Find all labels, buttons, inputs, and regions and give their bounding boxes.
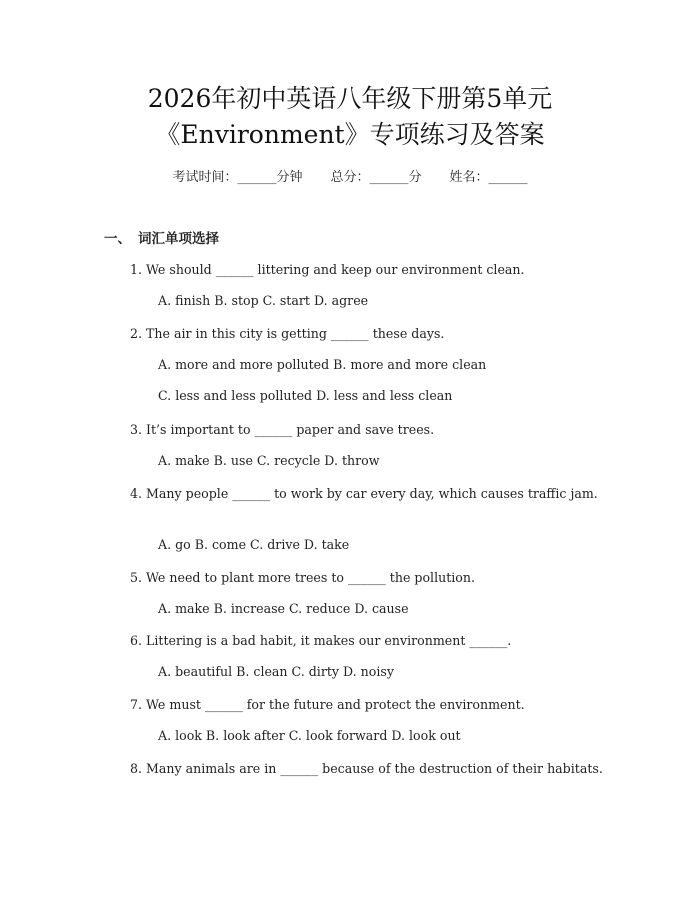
exam-info <box>0 168 700 188</box>
question-6: 6. Littering is a bad habit, it makes our environment ______. <box>130 633 512 648</box>
question-1: 1. We should ______ littering and keep our environment clean. <box>130 262 525 277</box>
question-5: 5. We need to plant more trees to ______ the pollution. <box>130 570 475 585</box>
section-number: 一、 <box>104 231 131 247</box>
question-3-options: A. make B. use C. recycle D. throw <box>158 453 380 468</box>
question-3: 3. It’s important to ______ paper and save trees. <box>130 422 435 437</box>
exam-time: 考试时间：______分钟 <box>172 170 303 185</box>
question-7-options: A. look B. look after C. look forward D. look out <box>158 728 461 743</box>
section-title: 词汇单项选择 <box>138 231 219 247</box>
question-1-options: A. finish B. stop C. start D. agree <box>158 293 369 308</box>
document-title-line2: 《Environment》专项练习及答案 <box>155 120 545 149</box>
question-5-options: A. make B. increase C. reduce D. cause <box>158 601 409 616</box>
question-4: 4. Many people ______ to work by car every day, which causes traffic jam. <box>130 486 598 501</box>
question-2-options-row2: C. less and less polluted D. less and less clean <box>158 388 453 403</box>
question-4-options: A. go B. come C. drive D. take <box>158 537 350 552</box>
question-2: 2. The air in this city is getting ______ these days. <box>130 326 445 341</box>
question-7: 7. We must ______ for the future and protect the environment. <box>130 697 525 712</box>
question-2-options-row1: A. more and more polluted B. more and more clean <box>158 357 487 372</box>
question-8: 8. Many animals are in ______ because of the destruction of their habitats. <box>130 761 603 776</box>
document-title-line1: 2026年初中英语八年级下册第5单元 <box>147 84 553 113</box>
student-name: 姓名：______ <box>449 170 528 185</box>
question-6-options: A. beautiful B. clean C. dirty D. noisy <box>158 664 394 679</box>
total-score: 总分：______分 <box>330 170 422 185</box>
section-heading <box>104 229 219 249</box>
